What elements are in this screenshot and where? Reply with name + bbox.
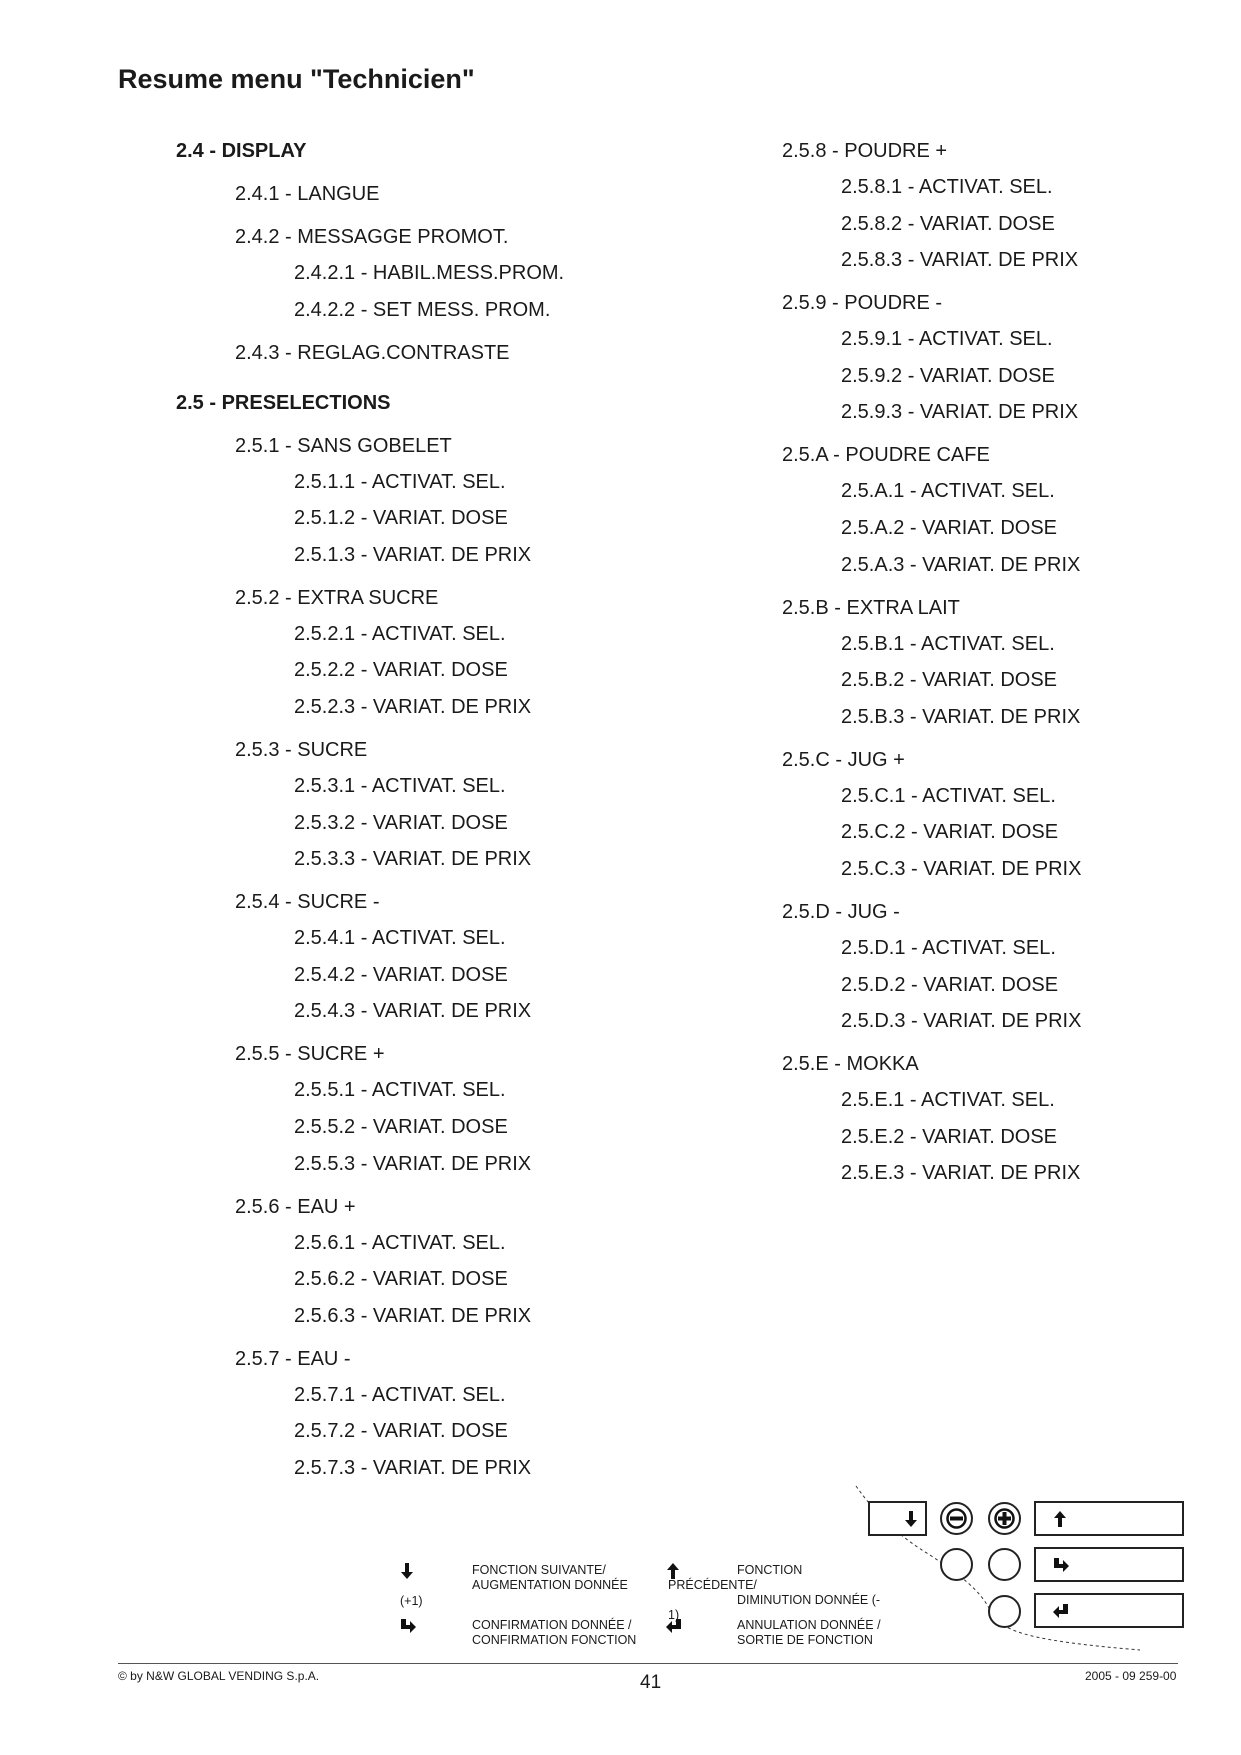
key-confirm-button xyxy=(1034,1547,1184,1582)
menu-item: 2.4.1 - LANGUE xyxy=(235,183,380,205)
legend-confirm-text: CONFIRMATION DONNÉE / CONFIRMATION FONCTION xyxy=(472,1618,637,1647)
menu-item: 2.5.4.1 - ACTIVAT. SEL. xyxy=(294,927,506,949)
menu-item: 2.5.7.3 - VARIAT. DE PRIX xyxy=(294,1457,532,1479)
key-cancel-button xyxy=(1034,1593,1184,1628)
menu-item: 2.5.5 - SUCRE + xyxy=(235,1043,385,1065)
enter-right-icon xyxy=(398,1616,418,1636)
enter-right-icon xyxy=(1051,1555,1071,1575)
menu-item: 2.5.6.2 - VARIAT. DOSE xyxy=(294,1268,508,1290)
menu-item: 2.5.D.3 - VARIAT. DE PRIX xyxy=(841,1010,1082,1032)
menu-item: 2.4.2.1 - HABIL.MESS.PROM. xyxy=(294,262,565,284)
menu-item: 2.5.B.3 - VARIAT. DE PRIX xyxy=(841,706,1081,728)
menu-item: 2.4.2.2 - SET MESS. PROM. xyxy=(294,299,551,321)
footer-doc-code: 2005 - 09 259-00 xyxy=(1085,1669,1177,1683)
menu-item: 2.5.C.3 - VARIAT. DE PRIX xyxy=(841,858,1082,880)
menu-item: 2.5.D.2 - VARIAT. DOSE xyxy=(841,974,1059,996)
arrow-up-icon xyxy=(1051,1509,1071,1529)
menu-item: 2.5.7.1 - ACTIVAT. SEL. xyxy=(294,1384,506,1406)
legend-next-text: FONCTION SUIVANTE/ AUGMENTATION DONNÉE xyxy=(472,1563,628,1592)
menu-item: 2.5.8.1 - ACTIVAT. SEL. xyxy=(841,176,1053,198)
menu-item: 2.5.7 - EAU - xyxy=(235,1348,351,1370)
menu-item: 2.4.2 - MESSAGGE PROMOT. xyxy=(235,226,509,248)
menu-item: 2.5.9.1 - ACTIVAT. SEL. xyxy=(841,328,1053,350)
menu-item: 2.5.E.1 - ACTIVAT. SEL. xyxy=(841,1089,1055,1111)
menu-item: 2.5.C.1 - ACTIVAT. SEL. xyxy=(841,785,1056,807)
menu-item: 2.5.4 - SUCRE - xyxy=(235,891,380,913)
legend-prev-text-a: FONCTION xyxy=(737,1563,803,1577)
menu-item: 2.5.D - JUG - xyxy=(782,901,900,923)
menu-item: 2.5.D.1 - ACTIVAT. SEL. xyxy=(841,937,1056,959)
menu-item: 2.5.5.1 - ACTIVAT. SEL. xyxy=(294,1079,506,1101)
legend-prev-text-d: 1) xyxy=(668,1608,680,1622)
arrow-down-icon xyxy=(398,1561,418,1581)
return-left-icon xyxy=(1051,1601,1071,1621)
menu-item: 2.5.3 - SUCRE xyxy=(235,739,368,761)
minus-circle-icon xyxy=(945,1507,968,1530)
menu-item: 2.5.B - EXTRA LAIT xyxy=(782,597,960,619)
legend-cancel-text: ANNULATION DONNÉE / SORTIE DE FONCTION xyxy=(737,1618,881,1647)
menu-item: 2.5.5.3 - VARIAT. DE PRIX xyxy=(294,1153,532,1175)
menu-item: 2.5.E.3 - VARIAT. DE PRIX xyxy=(841,1162,1081,1184)
key-up-button xyxy=(1034,1501,1184,1536)
key-down-button xyxy=(868,1501,927,1536)
menu-item: 2.5.3.3 - VARIAT. DE PRIX xyxy=(294,848,532,870)
menu-item: 2.5.3.1 - ACTIVAT. SEL. xyxy=(294,775,506,797)
menu-item: 2.5.9.3 - VARIAT. DE PRIX xyxy=(841,401,1079,423)
page-title: Resume menu "Technicien" xyxy=(118,64,475,94)
menu-item: 2.5.2.3 - VARIAT. DE PRIX xyxy=(294,696,532,718)
legend-prev-text-c: DIMINUTION DONNÉE (- xyxy=(737,1593,881,1607)
menu-item: 2.5.8 - POUDRE + xyxy=(782,140,948,162)
menu-item: 2.5.9.2 - VARIAT. DOSE xyxy=(841,365,1055,387)
menu-item: 2.5.1.1 - ACTIVAT. SEL. xyxy=(294,471,506,493)
menu-item: 2.5.4.2 - VARIAT. DOSE xyxy=(294,964,508,986)
menu-section-heading: 2.5 - PRESELECTIONS xyxy=(176,392,391,414)
round-key-right xyxy=(988,1548,1021,1581)
menu-item: 2.5.B.2 - VARIAT. DOSE xyxy=(841,669,1057,691)
round-key-bottom xyxy=(988,1595,1021,1628)
menu-item: 2.5.9 - POUDRE - xyxy=(782,292,943,314)
menu-item: 2.5.1.3 - VARIAT. DE PRIX xyxy=(294,544,532,566)
menu-item: 2.5.3.2 - VARIAT. DOSE xyxy=(294,812,508,834)
legend-next-sub: (+1) xyxy=(400,1594,423,1608)
round-key-left xyxy=(940,1548,973,1581)
menu-item: 2.5.5.2 - VARIAT. DOSE xyxy=(294,1116,508,1138)
menu-item: 2.5.1 - SANS GOBELET xyxy=(235,435,452,457)
menu-item: 2.5.C.2 - VARIAT. DOSE xyxy=(841,821,1059,843)
menu-item: 2.5.1.2 - VARIAT. DOSE xyxy=(294,507,508,529)
menu-item: 2.5.A.1 - ACTIVAT. SEL. xyxy=(841,480,1055,502)
menu-item: 2.5.A.3 - VARIAT. DE PRIX xyxy=(841,554,1081,576)
menu-item: 2.5.B.1 - ACTIVAT. SEL. xyxy=(841,633,1055,655)
menu-item: 2.4.3 - REGLAG.CONTRASTE xyxy=(235,342,510,364)
menu-item: 2.5.2 - EXTRA SUCRE xyxy=(235,587,439,609)
menu-section-heading: 2.4 - DISPLAY xyxy=(176,140,307,162)
return-left-icon xyxy=(664,1616,684,1636)
menu-item: 2.5.E.2 - VARIAT. DOSE xyxy=(841,1126,1057,1148)
menu-item: 2.5.6.1 - ACTIVAT. SEL. xyxy=(294,1232,506,1254)
page-number: 41 xyxy=(640,1672,662,1693)
menu-item: 2.5.A - POUDRE CAFE xyxy=(782,444,990,466)
menu-item: 2.5.2.2 - VARIAT. DOSE xyxy=(294,659,508,681)
legend-prev-text-b: PRÉCÉDENTE/ xyxy=(668,1578,757,1592)
menu-item: 2.5.8.3 - VARIAT. DE PRIX xyxy=(841,249,1079,271)
arrow-down-icon xyxy=(902,1509,922,1529)
menu-item: 2.5.E - MOKKA xyxy=(782,1053,919,1075)
footer-divider xyxy=(118,1663,1178,1664)
menu-item: 2.5.6.3 - VARIAT. DE PRIX xyxy=(294,1305,532,1327)
menu-item: 2.5.4.3 - VARIAT. DE PRIX xyxy=(294,1000,532,1022)
footer-copyright: © by N&W GLOBAL VENDING S.p.A. xyxy=(118,1669,320,1683)
menu-item: 2.5.8.2 - VARIAT. DOSE xyxy=(841,213,1055,235)
menu-item: 2.5.A.2 - VARIAT. DOSE xyxy=(841,517,1057,539)
plus-button xyxy=(988,1502,1021,1535)
plus-circle-icon xyxy=(993,1507,1016,1530)
minus-button xyxy=(940,1502,973,1535)
menu-item: 2.5.7.2 - VARIAT. DOSE xyxy=(294,1420,508,1442)
menu-item: 2.5.2.1 - ACTIVAT. SEL. xyxy=(294,623,506,645)
menu-item: 2.5.6 - EAU + xyxy=(235,1196,356,1218)
menu-item: 2.5.C - JUG + xyxy=(782,749,905,771)
